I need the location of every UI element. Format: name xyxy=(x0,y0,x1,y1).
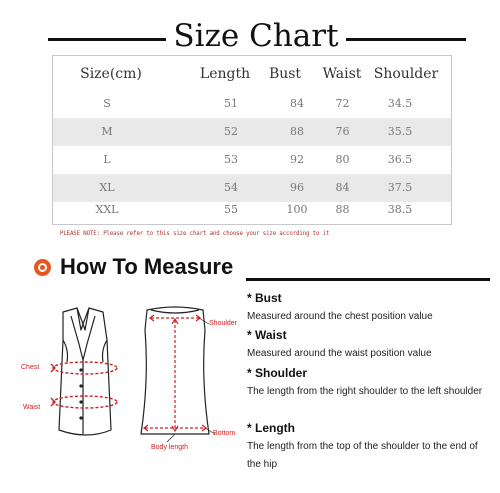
cell-bust: 92 xyxy=(290,153,304,166)
cell-waist: 72 xyxy=(335,97,350,110)
cell-length: 54 xyxy=(224,181,238,194)
cell-waist: 80 xyxy=(335,153,350,166)
cell-bust: 96 xyxy=(290,181,304,194)
cell-size: L xyxy=(103,153,111,166)
definition-term-length: * Length xyxy=(247,421,295,435)
cell-bust: 84 xyxy=(290,97,304,110)
how-to-measure-heading xyxy=(30,256,490,286)
shoulder-label: Shoulder xyxy=(209,320,238,327)
cell-shoulder: 35.5 xyxy=(387,125,413,138)
cell-waist: 88 xyxy=(335,203,350,216)
measure-title: How To Measure xyxy=(60,254,234,279)
cell-waist: 76 xyxy=(335,125,350,138)
vest-buttons xyxy=(79,368,82,419)
header-length: Length xyxy=(199,66,251,82)
table-row xyxy=(53,118,451,146)
header-waist: Waist xyxy=(322,66,362,82)
size-note: PLEASE NOTE: Please refer to this size chart and choose your size according to it xyxy=(60,231,330,237)
body-length-label: Body length xyxy=(151,444,188,451)
waist-arrow xyxy=(51,396,117,408)
cell-length: 53 xyxy=(224,153,238,166)
header-bust: Bust xyxy=(268,66,302,82)
table-row xyxy=(53,196,451,224)
table-row xyxy=(53,90,451,118)
bottom-label: Bottom xyxy=(213,430,236,437)
table-row xyxy=(53,146,451,174)
cell-bust: 88 xyxy=(290,125,304,138)
chest-arrow xyxy=(51,362,117,374)
waist-label: Waist xyxy=(23,404,41,411)
target-circle-icon xyxy=(34,259,51,276)
definition-term-bust: * Bust xyxy=(247,291,282,305)
measurement-illustration xyxy=(15,300,245,475)
title-rule-left xyxy=(48,38,166,41)
page-title: Size Chart xyxy=(173,18,339,54)
cell-size: S xyxy=(103,97,111,110)
cell-bust: 100 xyxy=(286,203,308,216)
cell-size: XXL xyxy=(95,203,119,216)
measure-rule xyxy=(246,278,490,281)
cell-shoulder: 37.5 xyxy=(387,181,413,194)
cell-length: 55 xyxy=(224,203,238,216)
header-shoulder: Shoulder xyxy=(373,66,439,82)
cell-size: XL xyxy=(99,181,115,194)
size-table xyxy=(52,55,452,225)
chest-label: Chest xyxy=(21,364,40,371)
size-chart-heading xyxy=(0,14,500,60)
definition-term-shoulder: * Shoulder xyxy=(247,366,308,380)
cell-waist: 84 xyxy=(335,181,350,194)
cell-size: M xyxy=(101,125,113,138)
definition-text-shoulder: The length from the right shoulder to the left shoulder xyxy=(247,386,483,397)
cell-shoulder: 34.5 xyxy=(387,97,413,110)
definition-text-bust: Measured around the chest position value xyxy=(247,311,433,322)
cell-length: 52 xyxy=(224,125,238,138)
table-header-row xyxy=(53,60,451,88)
definition-text-waist: Measured around the waist position value xyxy=(247,348,432,359)
header-size: Size(cm) xyxy=(80,66,142,82)
cell-length: 51 xyxy=(224,97,238,110)
length-arrow xyxy=(172,319,178,431)
title-rule-right xyxy=(346,38,466,41)
definition-term-waist: * Waist xyxy=(247,328,287,342)
cell-shoulder: 36.5 xyxy=(387,153,413,166)
definition-text-length: The length from the top of the shoulder to the end of the hip xyxy=(247,441,478,470)
cell-shoulder: 38.5 xyxy=(387,203,413,216)
vest-front-icon xyxy=(59,308,111,435)
